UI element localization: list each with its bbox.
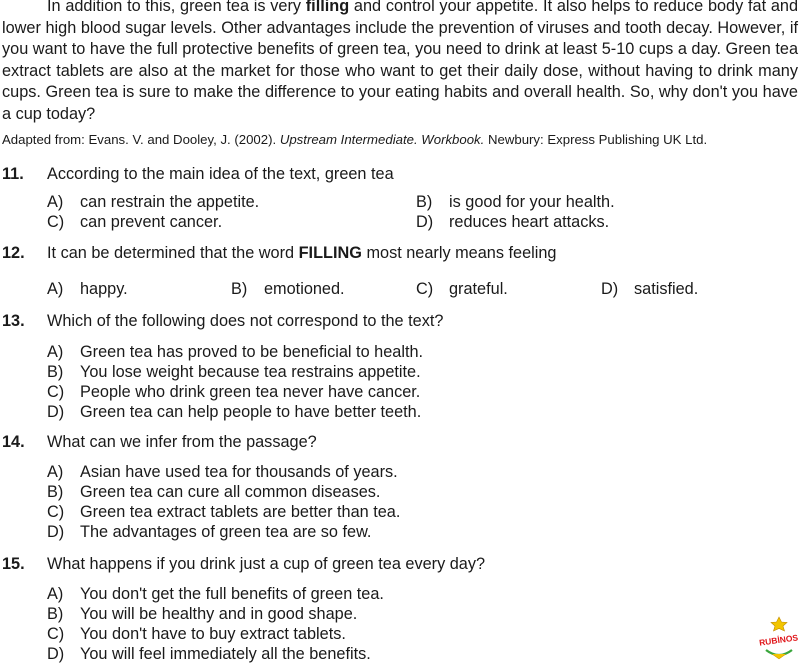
question-stem: What can we infer from the passage? bbox=[47, 433, 317, 451]
question-number: 15. bbox=[2, 555, 25, 573]
option-12-d[interactable] bbox=[601, 279, 698, 299]
source-citation bbox=[2, 132, 798, 148]
option-letter: A) bbox=[47, 585, 64, 603]
option-letter: C) bbox=[47, 625, 65, 643]
citation-prefix: Adapted from: Evans. V. and Dooley, J. (2002). bbox=[2, 132, 280, 147]
reading-passage bbox=[2, 0, 798, 126]
option-text: Green tea extract tablets are better than tea. bbox=[80, 503, 401, 521]
question-stem: What happens if you drink just a cup of green tea every day? bbox=[47, 555, 486, 573]
option-text: happy. bbox=[80, 280, 128, 298]
stem-bold-word: FILLING bbox=[298, 244, 362, 262]
option-14-b[interactable] bbox=[47, 482, 380, 502]
option-letter: C) bbox=[47, 383, 65, 401]
option-11-c[interactable] bbox=[47, 212, 222, 232]
option-12-c[interactable] bbox=[416, 279, 508, 299]
option-text: You don't get the full benefits of green tea. bbox=[80, 585, 384, 603]
option-15-b[interactable] bbox=[47, 604, 357, 624]
option-letter: D) bbox=[601, 280, 619, 298]
option-14-d[interactable] bbox=[47, 522, 371, 542]
option-letter: B) bbox=[231, 280, 248, 298]
option-text: People who drink green tea never have cancer. bbox=[80, 383, 421, 401]
question-number: 12. bbox=[2, 244, 25, 262]
option-11-d[interactable] bbox=[416, 212, 609, 232]
option-letter: C) bbox=[47, 213, 65, 231]
stem-text-before: It can be determined that the word bbox=[47, 244, 299, 262]
passage-bold-word: filling bbox=[305, 0, 350, 15]
option-text: Asian have used tea for thousands of years. bbox=[80, 463, 398, 481]
option-letter: B) bbox=[47, 483, 64, 501]
citation-title: Upstream Intermediate. Workbook. bbox=[279, 132, 485, 147]
option-letter: A) bbox=[47, 193, 64, 211]
option-text: You will feel immediately all the benefits. bbox=[80, 645, 371, 663]
option-15-a[interactable] bbox=[47, 584, 384, 604]
option-14-a[interactable] bbox=[47, 462, 398, 482]
option-letter: D) bbox=[416, 213, 434, 231]
option-text: The advantages of green tea are so few. bbox=[80, 523, 372, 541]
logo-star-icon bbox=[771, 617, 787, 631]
option-11-b[interactable] bbox=[416, 192, 615, 212]
option-text: can prevent cancer. bbox=[80, 213, 223, 231]
option-text: can restrain the appetite. bbox=[80, 193, 260, 211]
question-number: 11. bbox=[2, 165, 24, 183]
option-text: You lose weight because tea restrains appetite. bbox=[80, 363, 421, 381]
option-12-a[interactable] bbox=[47, 279, 128, 299]
option-text: is good for your health. bbox=[449, 193, 615, 211]
option-12-b[interactable] bbox=[231, 279, 345, 299]
option-letter: D) bbox=[47, 645, 65, 663]
option-15-d[interactable] bbox=[47, 644, 371, 664]
option-text: You don't have to buy extract tablets. bbox=[80, 625, 346, 643]
logo-text: RUBİNOS bbox=[758, 632, 799, 648]
option-text: grateful. bbox=[449, 280, 508, 298]
option-letter: B) bbox=[416, 193, 433, 211]
option-letter: A) bbox=[47, 463, 64, 481]
option-13-a[interactable] bbox=[47, 342, 423, 362]
citation-suffix: Newbury: Express Publishing UK Ltd. bbox=[484, 132, 708, 147]
option-13-d[interactable] bbox=[47, 402, 421, 422]
rubinos-logo bbox=[758, 616, 800, 662]
option-letter: C) bbox=[47, 503, 65, 521]
option-14-c[interactable] bbox=[47, 502, 400, 522]
passage-intro: In addition to this, green tea is very bbox=[47, 0, 306, 15]
stem-text-after: most nearly means feeling bbox=[361, 244, 557, 262]
question-number: 14. bbox=[2, 433, 25, 451]
option-letter: B) bbox=[47, 605, 64, 623]
question-stem bbox=[47, 243, 557, 263]
question-stem: According to the main idea of the text, green tea bbox=[47, 165, 394, 183]
option-text: Green tea can help people to have better teeth. bbox=[80, 403, 422, 421]
option-11-a[interactable] bbox=[47, 192, 259, 212]
option-text: Green tea can cure all common diseases. bbox=[80, 483, 381, 501]
option-text: Green tea has proved to be beneficial to health. bbox=[80, 343, 424, 361]
option-letter: D) bbox=[47, 403, 65, 421]
option-letter: A) bbox=[47, 343, 64, 361]
option-text: You will be healthy and in good shape. bbox=[80, 605, 358, 623]
option-letter: C) bbox=[416, 280, 434, 298]
passage-rest: and control your appetite. It also helps to reduce body fat and lower high blood sugar levels. Other advantages include the prevention of viruses and tooth decay. However, if you want to have the full protective benefits of green tea, you need to drink at least 5-10 cups a day. Green tea extract tablets are also at the market for those who want to get their daily dose, without having to drink many cups. Green tea is sure to make the difference to your eating habits and overall health. So, why don't you have a cup today? bbox=[2, 0, 798, 123]
question-stem: Which of the following does not correspond to the text? bbox=[47, 312, 444, 330]
option-13-b[interactable] bbox=[47, 362, 421, 382]
option-letter: D) bbox=[47, 523, 65, 541]
option-15-c[interactable] bbox=[47, 624, 346, 644]
option-letter: B) bbox=[47, 363, 64, 381]
option-text: reduces heart attacks. bbox=[449, 213, 610, 231]
question-number: 13. bbox=[2, 312, 25, 330]
option-letter: A) bbox=[47, 280, 64, 298]
option-text: satisfied. bbox=[634, 280, 699, 298]
option-text: emotioned. bbox=[264, 280, 345, 298]
option-13-c[interactable] bbox=[47, 382, 420, 402]
